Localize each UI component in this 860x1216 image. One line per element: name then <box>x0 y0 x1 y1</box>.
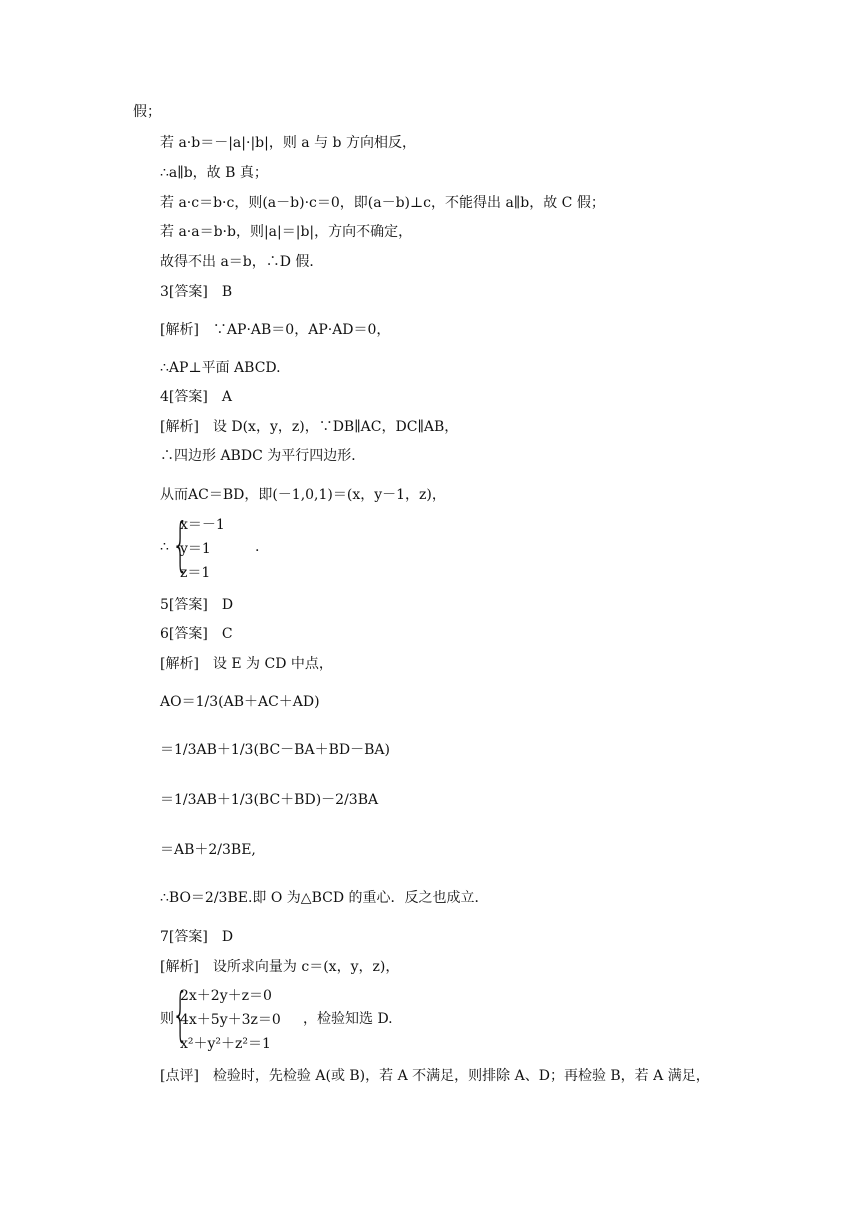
text-line: 若 a·b＝－|a|·|b|，则 a 与 b 方向相反， <box>160 135 416 151</box>
answer-4: 4[答案] A <box>160 389 232 405</box>
system-conclusion: ，检验知选 D. <box>303 1011 393 1027</box>
analysis-3-line: ∴AP⊥平面 ABCD. <box>160 360 281 376</box>
system-brace: { <box>172 510 189 578</box>
equation-line: AO＝1/3(AB＋AC＋AD) <box>160 694 320 710</box>
analysis-7-line: [解析] 设所求向量为 c＝(x，y，z)， <box>160 959 400 975</box>
analysis-6-line: [解析] 设 E 为 CD 中点， <box>160 656 333 672</box>
system-equation: x＝－1 <box>180 517 225 533</box>
text-line: ∴a∥b，故 B 真； <box>160 165 268 181</box>
equation-line: ∴BO＝2/3BE.即 O 为△BCD 的重心．反之也成立． <box>160 890 489 906</box>
therefore-symbol: ∴ <box>160 539 169 555</box>
system-brace: { <box>172 980 189 1048</box>
equation-system-4 <box>180 513 225 585</box>
answer-3: 3[答案] B <box>160 284 233 300</box>
system-equation: 2x＋2y＋z＝0 <box>180 988 272 1004</box>
equation-line: ＝AB＋2/3BE, <box>160 842 256 858</box>
answer-6: 6[答案] C <box>160 626 233 642</box>
analysis-4-line: 从而AC＝BD，即(－1,0,1)＝(x，y－1，z)， <box>160 487 446 503</box>
equation-system-7 <box>180 984 281 1056</box>
text-line: 若 a·c＝b·c，则(a－b)·c＝0，即(a－b)⊥c，不能得出 a∥b，故 C 假； <box>160 195 605 211</box>
system-equation: z＝1 <box>180 565 211 581</box>
text-line: 假； <box>133 104 161 120</box>
analysis-4-line: ∴四边形 ABDC 为平行四边形． <box>160 448 366 464</box>
answer-7: 7[答案] D <box>160 929 234 945</box>
then-label: 则 <box>160 1011 174 1027</box>
system-equation: x²＋y²＋z²＝1 <box>180 1036 271 1052</box>
comment-line: [点评] 检验时，先检验 A(或 B)，若 A 不满足，则排除 A、D；再检验 B，若 A 满足， <box>160 1068 710 1084</box>
analysis-4-line: [解析] 设 D(x，y，z)，∵DB∥AC，DC∥AB， <box>160 419 459 435</box>
system-equation: y＝1 <box>180 541 211 557</box>
equation-line: ＝1/3AB＋1/3(BC－BA＋BD－BA) <box>160 742 390 758</box>
analysis-3-line: [解析] ∵AP·AB＝0，AP·AD＝0， <box>160 322 391 338</box>
text-line: 若 a·a＝b·b，则|a|＝|b|，方向不确定， <box>160 224 413 240</box>
dot: . <box>255 539 260 555</box>
text-line: 故得不出 a＝b，∴D 假． <box>160 254 324 270</box>
system-equation: 4x＋5y＋3z＝0 <box>180 1012 281 1028</box>
answer-5: 5[答案] D <box>160 597 234 613</box>
equation-line: ＝1/3AB＋1/3(BC＋BD)－2/3BA <box>160 792 379 808</box>
